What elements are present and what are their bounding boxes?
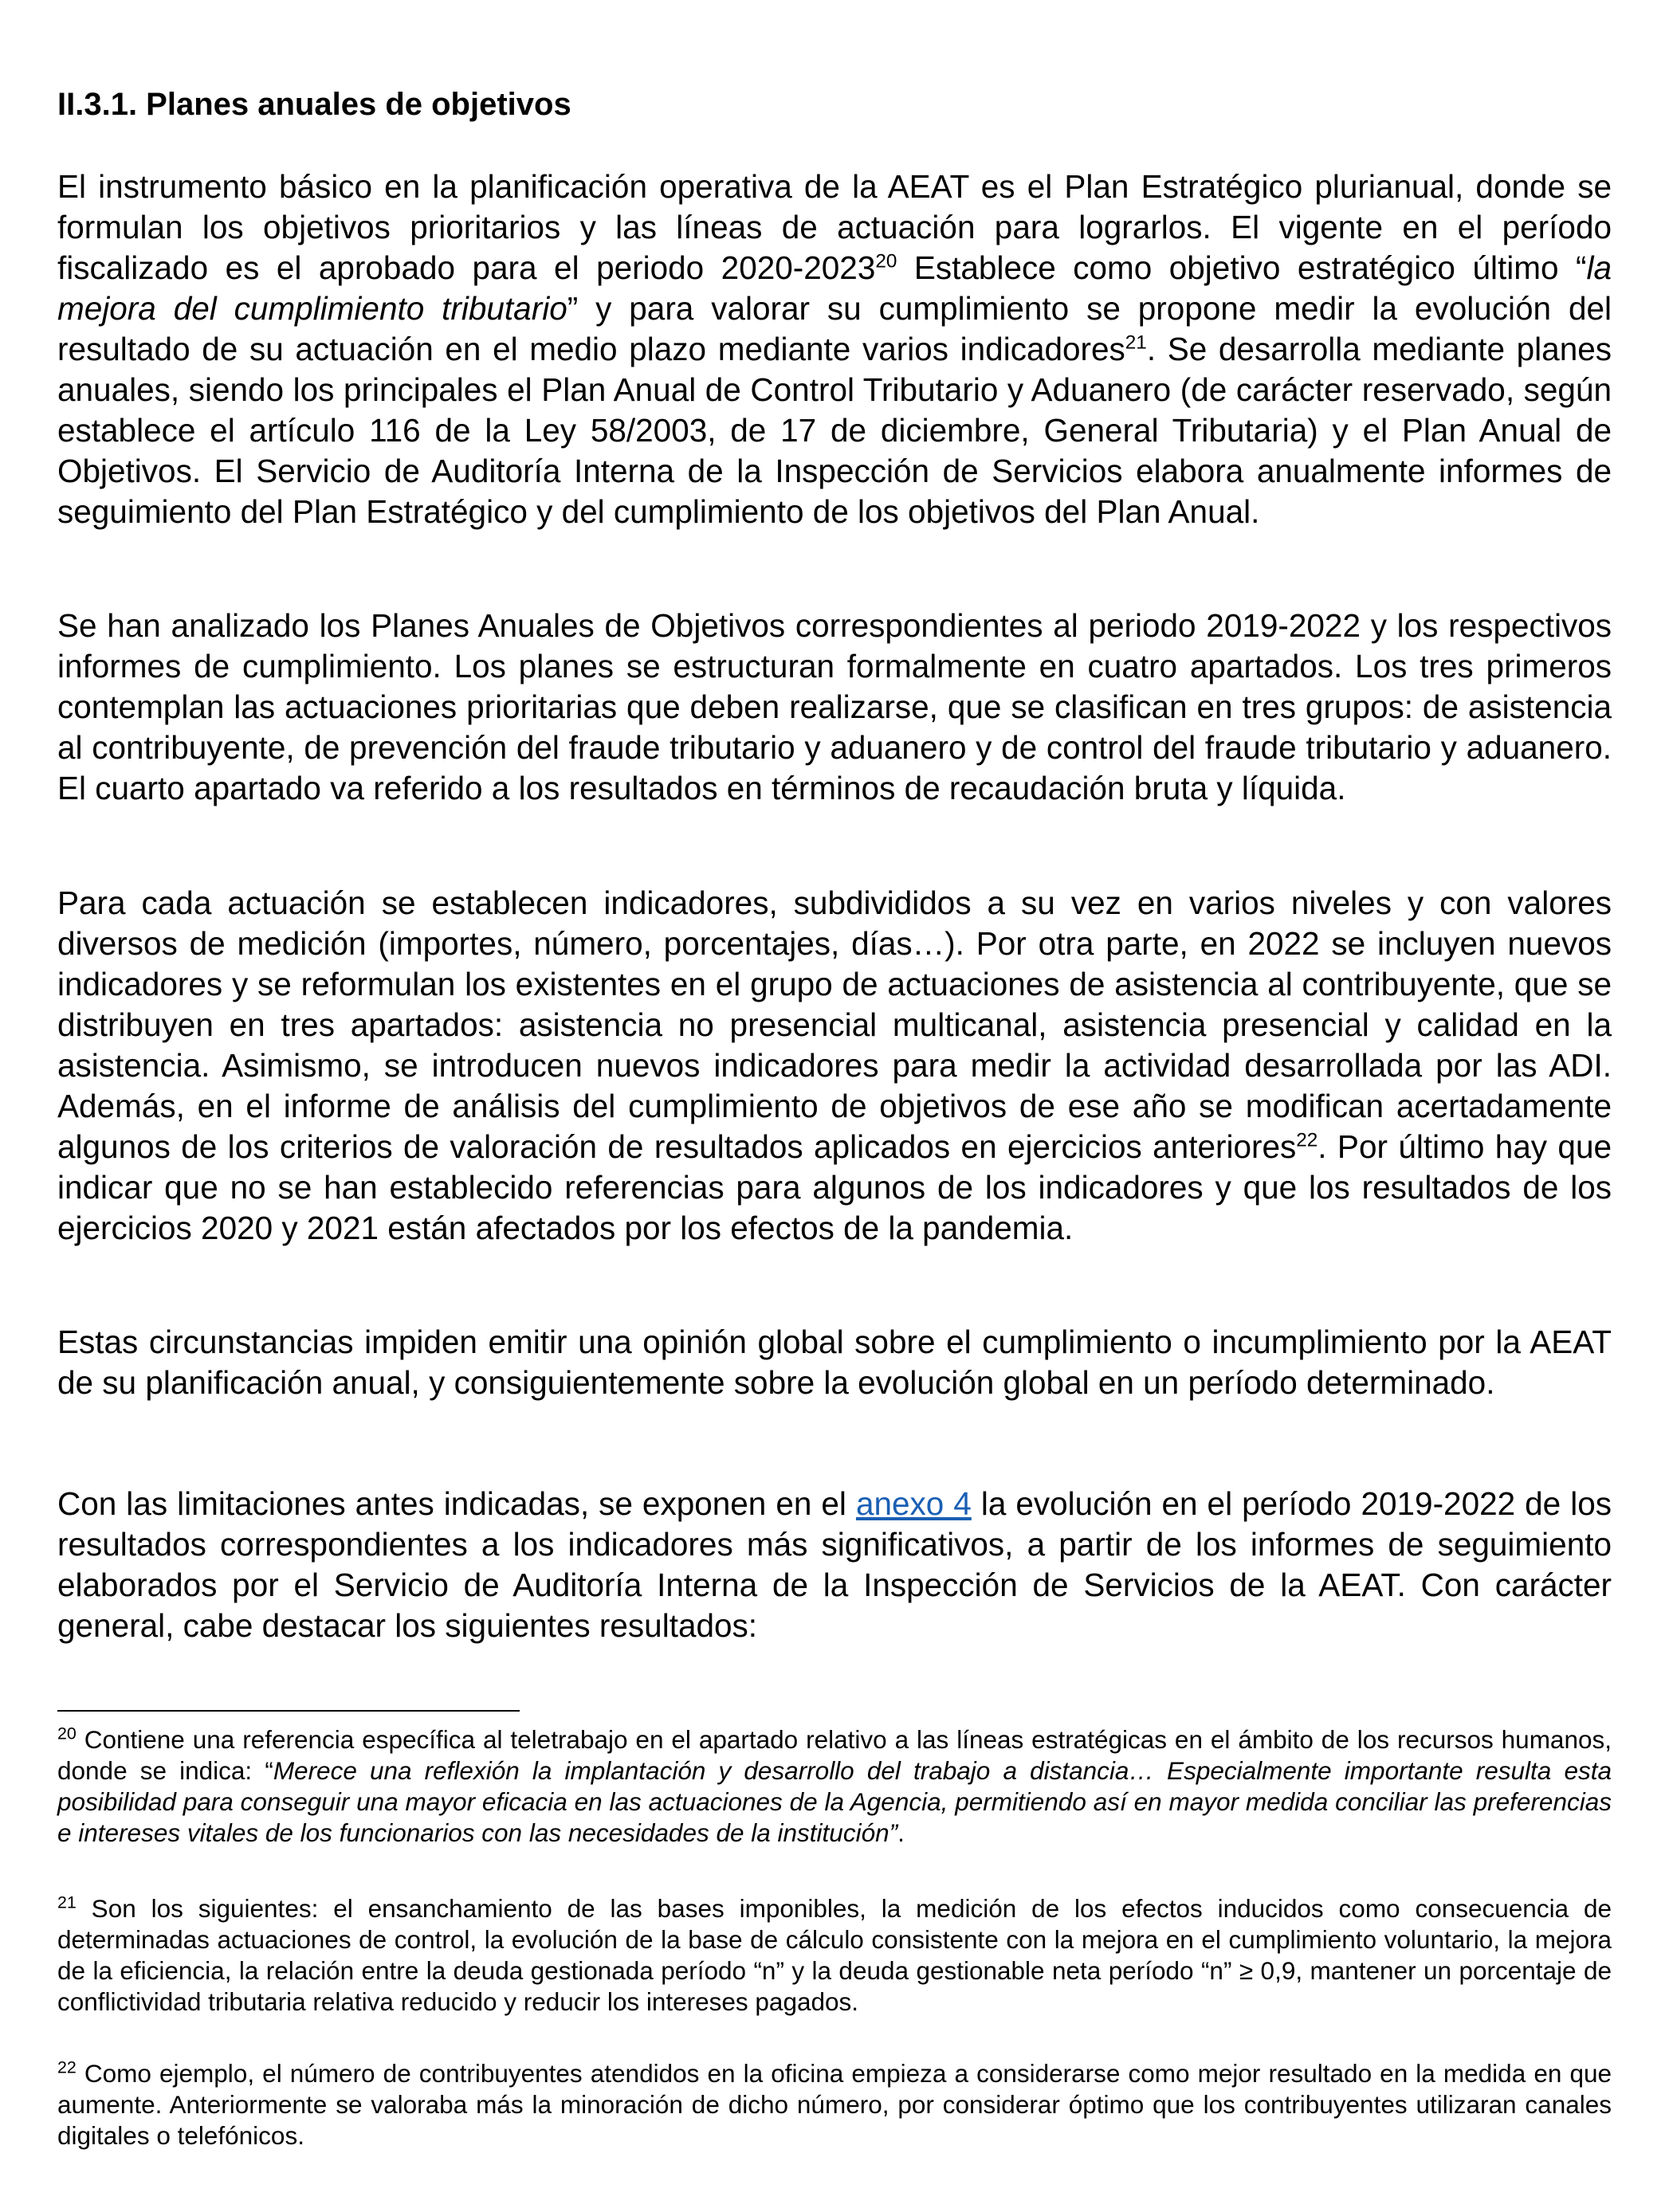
paragraph-circunstancias xyxy=(57,1322,1612,1403)
paragraph-text: Para cada actuación se establecen indicadores, subdivididos a su vez en varios niveles y con valores diversos de medición (importes, número, porcentajes, días…). Por otra parte, en 2022 se incluyen nuevos indicadores y se reformulan los existentes en el grupo de actuaciones de asistencia al contribuyente, que se distribuyen en tres apartados: asistencia no presencial multicanal, asistencia presencial y calidad en la asistencia. Asimismo, se introducen nuevos indicadores para medir la actividad desarrollada por las ADI. Además, en el informe de análisis del cumplimiento de objetivos de ese año se modifican acertadamente algunos de los criterios de valoración de resultados aplicados en ejercicios anteriores xyxy=(57,884,1612,1165)
paragraph-text: . Por último hay que indicar que no se han establecido referencias para algunos de los indicadores y que los resultados de los ejercicios 2020 y 2021 están afectados por los efectos de la pandemia. xyxy=(57,1128,1612,1246)
footnote-separator xyxy=(57,1710,520,1712)
paragraph-limitaciones xyxy=(57,1484,1612,1646)
paragraph-text: Se han analizado los Planes Anuales de Objetivos correspondientes al periodo 2019-2022 y los respectivos informes de cumplimiento. Los planes se estructuran formalmente en cuatro apartados. Los tres primeros contemplan las actuaciones prioritarias que deben realizarse, que se clasifican en tres grupos: de asistencia al contribuyente, de prevención del fraude tributario y aduanero y de control del fraude tributario y aduanero. El cuarto apartado va referido a los resultados en términos de recaudación bruta y líquida. xyxy=(57,607,1612,806)
footnote-text: Contiene una referencia específica al teletrabajo en el apartado relativo a las líneas estratégicas en el ámbito de los recursos humanos, donde se indica: “ xyxy=(57,1725,1612,1785)
section-title: II.3.1. Planes anuales de objetivos xyxy=(57,87,571,122)
footnote-ref-20: 20 xyxy=(875,250,897,273)
paragraph-text: ” y para valorar su cumplimiento se propone medir la evolución del resultado de su actuación en el medio plazo mediante varios indicadores xyxy=(57,290,1612,367)
footnote-number: 21 xyxy=(57,1892,77,1912)
paragraph-text: la evolución en el período 2019-2022 de los resultados correspondientes a los indicadores más significativos, a partir de los informes de seguimiento elaborados por el Servicio de Auditoría Interna de la Inspección de Servicios de la AEAT. Con carácter general, cabe destacar los siguientes resultados: xyxy=(57,1485,1612,1644)
footnote-text: . xyxy=(897,1818,905,1847)
quoted-objective: la mejora del cumplimiento tributario xyxy=(57,249,1612,327)
paragraph-planes-anuales xyxy=(57,606,1612,809)
footnote-21 xyxy=(57,1893,1612,2018)
footnote-number: 20 xyxy=(57,1724,77,1743)
paragraph-text: Establece como objetivo estratégico último “ xyxy=(897,249,1587,286)
footnote-22 xyxy=(57,2058,1612,2151)
paragraph-text: El instrumento básico en la planificación operativa de la AEAT es el Plan Estratégico plurianual, donde se formulan los objetivos prioritarios y las líneas de actuación para lograrlos. El vigente en el período fiscalizado es el aprobado para el periodo 2020-2023 xyxy=(57,168,1612,286)
footnote-ref-22: 22 xyxy=(1296,1129,1318,1151)
paragraph-indicadores xyxy=(57,883,1612,1249)
anexo-4-link[interactable]: anexo 4 xyxy=(855,1485,972,1522)
footnote-text: Como ejemplo, el número de contribuyentes atendidos en la oficina empieza a considerarse como mejor resultado en la medida en que aumente. Anteriormente se valoraba más la minoración de dicho número, por considerar óptimo que los contribuyentes utilizaran canales digitales o telefónicos. xyxy=(57,2059,1612,2150)
footnote-20 xyxy=(57,1724,1612,1849)
paragraph-plan-estrategico xyxy=(57,167,1612,532)
footnote-number: 22 xyxy=(57,2057,77,2077)
footnote-text: Son los siguientes: el ensanchamiento de las bases imponibles, la medición de los efectos inducidos como consecuencia de determinadas actuaciones de control, la evolución de la base de cálculo consistente con la mejora en el cumplimiento voluntario, la mejora de la eficiencia, la relación entre la deuda gestionada período “n” y la deuda gestionable neta período “n” ≥ 0,9, mantener un porcentaje de conflictividad tributaria relativa reducido y reducir los intereses pagados. xyxy=(57,1894,1612,2016)
footnote-quote: Merece una reflexión la implantación y desarrollo del trabajo a distancia… Especialmente importante resulta esta posibilidad para conseguir una mayor eficacia en las actuaciones de la Agencia, permitiendo así en mayor medida conciliar las preferencias e intereses vitales de los funcionarios con las necesidades de la institución” xyxy=(57,1756,1612,1847)
footnote-ref-21: 21 xyxy=(1125,331,1147,354)
paragraph-text: . Se desarrolla mediante planes anuales, siendo los principales el Plan Anual de Control Tributario y Aduanero (de carácter reservado, según establece el artículo 116 de la Ley 58/2003, de 17 de diciembre, General Tributaria) y el Plan Anual de Objetivos. El Servicio de Auditoría Interna de la Inspección de Servicios elabora anualmente informes de seguimiento del Plan Estratégico y del cumplimiento de los objetivos del Plan Anual. xyxy=(57,331,1612,530)
paragraph-text: Con las limitaciones antes indicadas, se exponen en el xyxy=(57,1485,856,1522)
paragraph-text: Estas circunstancias impiden emitir una opinión global sobre el cumplimiento o incumplimiento por la AEAT de su planificación anual, y consiguientemente sobre la evolución global en un período determinado. xyxy=(57,1324,1612,1401)
